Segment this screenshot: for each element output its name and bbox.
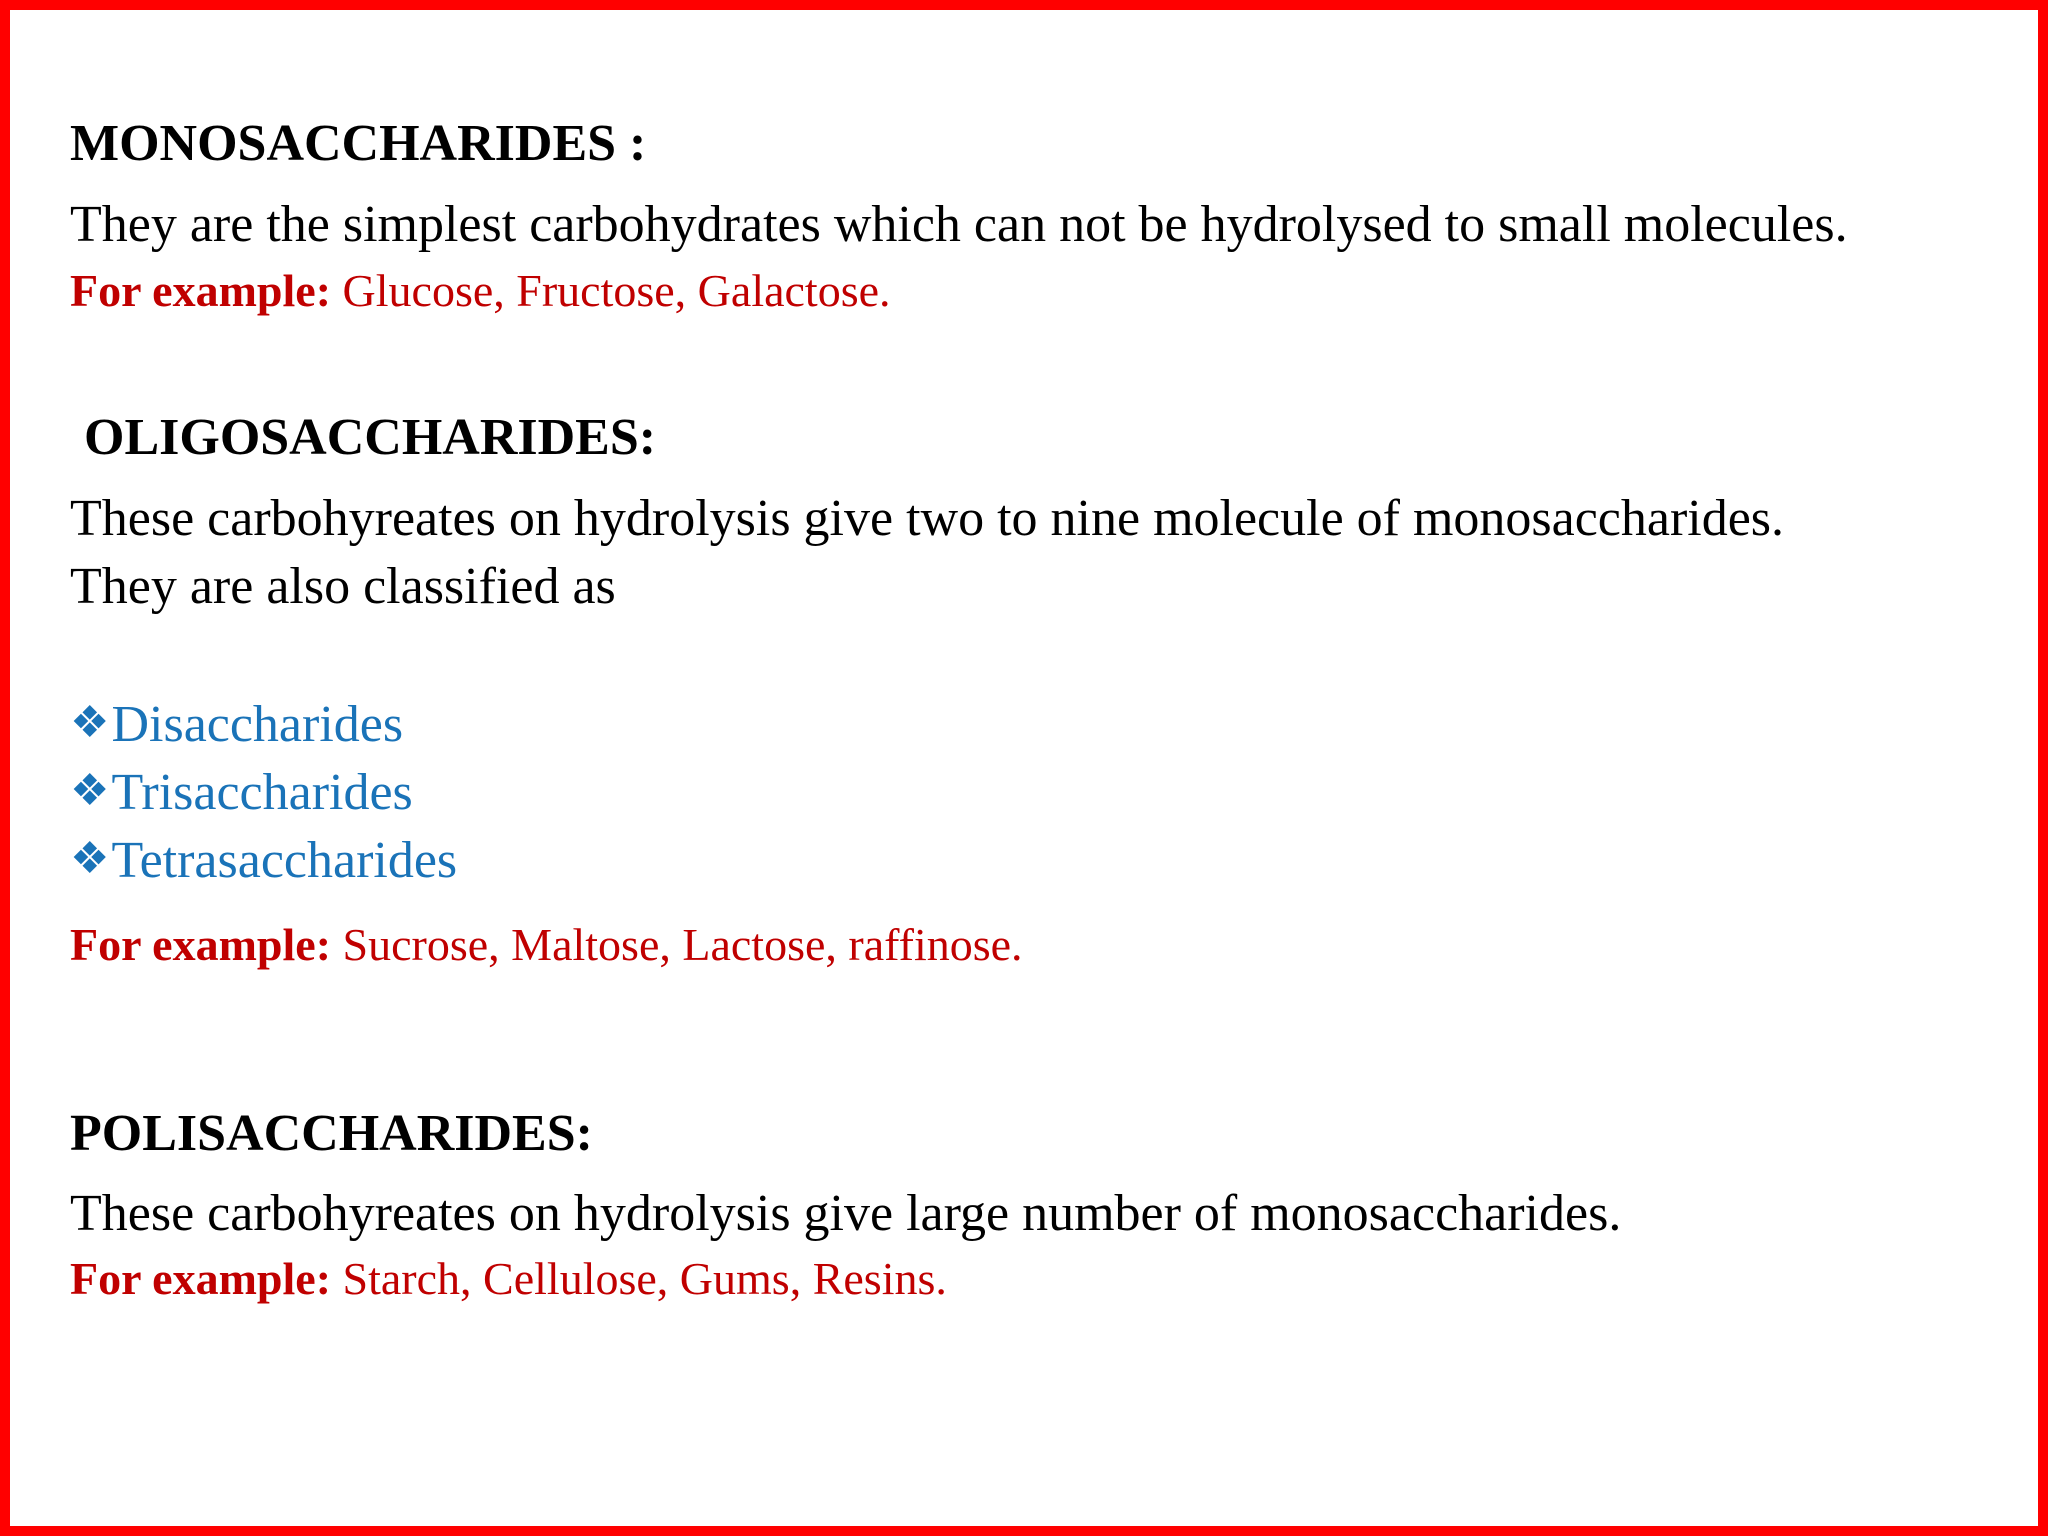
polisaccharides-example	[70, 1253, 947, 1304]
polisaccharides-description: These carbohyreates on hydrolysis give large number of monosaccharides.	[70, 1185, 1622, 1242]
monosaccharides-example	[70, 265, 891, 316]
oligosaccharides-example	[70, 919, 1023, 970]
oligosaccharides-description: These carbohyreates on hydrolysis give two to nine molecule of monosaccharides.	[70, 490, 1785, 547]
monosaccharides-heading: MONOSACCHARIDES :	[70, 115, 647, 172]
bullet-label: Disaccharides	[111, 696, 404, 753]
example-label: For example:	[70, 265, 332, 316]
monosaccharides-description: They are the simplest carbohydrates which can not be hydrolysed to small molecules.	[70, 196, 1848, 253]
bullet-item-trisaccharides	[70, 764, 413, 821]
example-values: Sucrose, Maltose, Lactose, raffinose.	[331, 919, 1023, 970]
example-label: For example:	[70, 919, 332, 970]
diamond-bullet-icon: ❖	[70, 766, 110, 815]
oligosaccharides-description-line2: They are also classified as	[70, 558, 616, 615]
example-label: For example:	[70, 1253, 332, 1304]
bullet-label: Trisaccharides	[111, 764, 413, 821]
bullet-label: Tetrasaccharides	[111, 832, 458, 889]
example-values: Glucose, Fructose, Galactose.	[331, 265, 891, 316]
diamond-bullet-icon: ❖	[70, 698, 110, 747]
oligosaccharides-heading: OLIGOSACCHARIDES:	[84, 409, 657, 466]
polisaccharides-heading: POLISACCHARIDES:	[70, 1105, 593, 1162]
bullet-item-disaccharides	[70, 696, 404, 753]
bullet-item-tetrasaccharides	[70, 832, 458, 889]
diamond-bullet-icon: ❖	[70, 834, 110, 883]
example-values: Starch, Cellulose, Gums, Resins.	[331, 1253, 947, 1304]
